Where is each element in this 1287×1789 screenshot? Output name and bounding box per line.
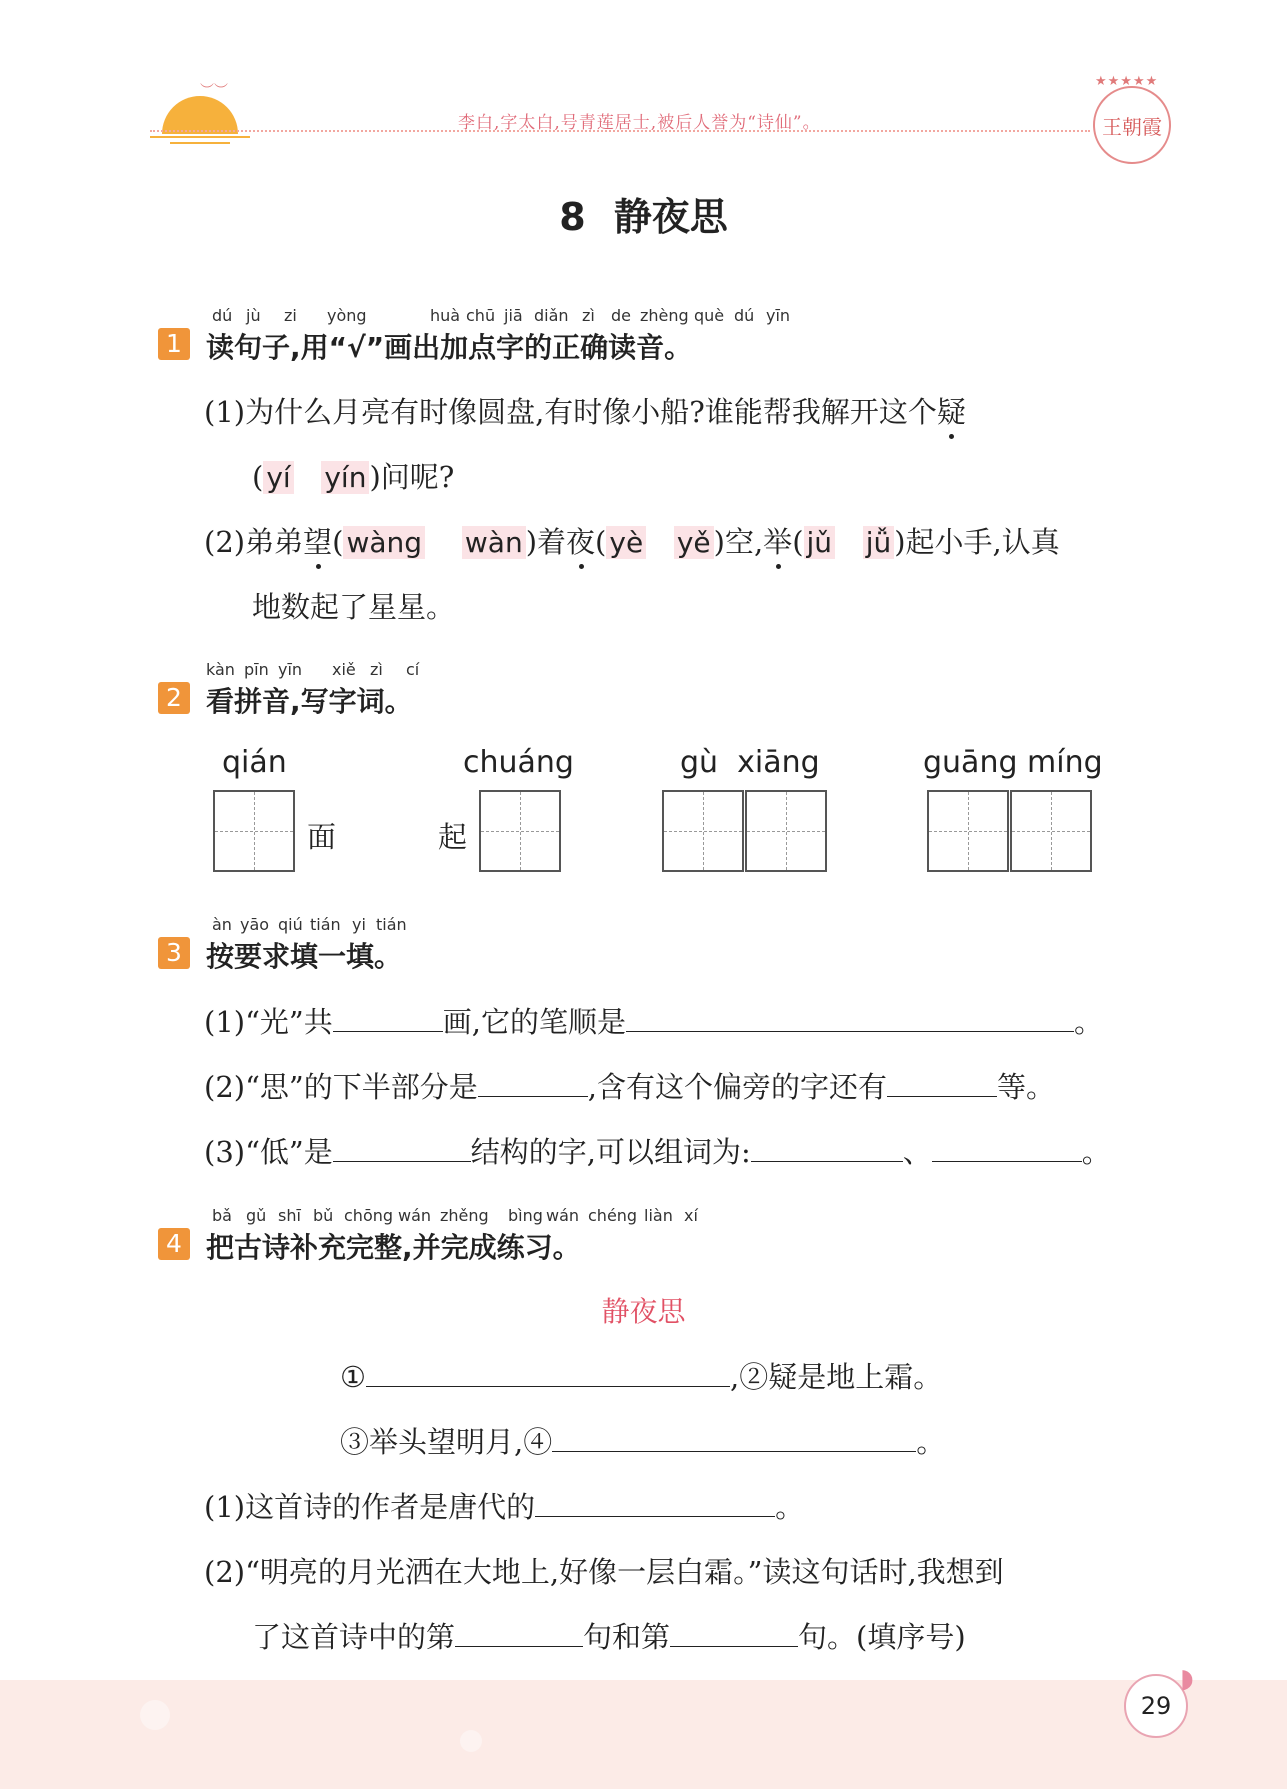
blank-structure[interactable] xyxy=(333,1135,471,1162)
text: 了这首诗中的第 xyxy=(252,1620,456,1654)
sun-line-decoration xyxy=(170,142,230,144)
option-wang[interactable]: wàng xyxy=(343,526,425,559)
brand-seal xyxy=(1093,86,1171,164)
pinyin: bǔ xyxy=(313,1206,334,1225)
q4-sub-2-cont xyxy=(252,1615,966,1656)
sun-decoration xyxy=(162,96,238,134)
question-4-number: 4 xyxy=(158,1228,190,1260)
text: 画,它的笔顺是 xyxy=(442,1005,626,1039)
blank-line-number-2[interactable] xyxy=(670,1620,798,1647)
q2-item-2-prefix: 起 xyxy=(438,820,468,854)
pinyin: zi xyxy=(284,306,297,325)
option-ye3[interactable]: yě xyxy=(674,526,714,559)
question-3-text: 按要求填一填。 xyxy=(206,940,403,973)
q2-item-1-pinyin: qián xyxy=(222,745,287,780)
text: )着 xyxy=(525,525,567,559)
dolphin-icon: ◗ xyxy=(1180,1664,1194,1694)
pinyin: yāo xyxy=(240,915,270,934)
footer-band xyxy=(0,1680,1287,1789)
pinyin: zhèng xyxy=(640,306,689,325)
bubble-decoration xyxy=(460,1730,482,1752)
paren: ( xyxy=(595,525,607,559)
pinyin: zì xyxy=(370,660,383,679)
pinyin: xí xyxy=(684,1206,698,1225)
pinyin: zhěng xyxy=(440,1206,489,1225)
q3-line-1 xyxy=(204,1000,1103,1041)
page-title xyxy=(0,186,1287,241)
text: 。 xyxy=(775,1490,805,1524)
q2-item-4-box-2[interactable] xyxy=(1010,790,1092,872)
pinyin: àn xyxy=(212,915,232,934)
option-yin[interactable]: yín xyxy=(321,461,369,494)
option-ju3-umlaut[interactable]: jǚ xyxy=(863,526,895,559)
pinyin: yīn xyxy=(278,660,303,679)
pinyin: shī xyxy=(278,1206,301,1225)
blank-poem-line-1[interactable] xyxy=(366,1360,730,1387)
pinyin: wán xyxy=(546,1206,580,1225)
text: 。 xyxy=(916,1425,946,1459)
q1-sentence-2-cont: 地数起了星星。 xyxy=(252,590,456,624)
blank-stroke-count[interactable] xyxy=(333,1005,443,1032)
pinyin: zì xyxy=(582,306,595,325)
q2-item-3-box-2[interactable] xyxy=(745,790,827,872)
q3-line-3 xyxy=(204,1130,1111,1171)
q1-sentence-1 xyxy=(204,390,966,431)
paren: ( xyxy=(332,525,344,559)
blank-word-2[interactable] xyxy=(932,1135,1082,1162)
text: (2)弟弟 xyxy=(204,525,304,559)
text: (1)这首诗的作者是唐代的 xyxy=(204,1490,536,1524)
pinyin: chōng xyxy=(344,1206,394,1225)
text: 等。 xyxy=(996,1070,1055,1104)
question-1-number: 1 xyxy=(158,328,190,360)
q4-sub-2: (2)“明亮的月光洒在大地上,好像一层白霜。”读这句话时,我想到 xyxy=(204,1555,1004,1589)
paren: ( xyxy=(792,525,804,559)
blank-radical-chars[interactable] xyxy=(887,1070,997,1097)
pinyin: bǎ xyxy=(212,1206,232,1225)
text: 句。(填序号) xyxy=(798,1620,966,1654)
blank-poem-line-4[interactable] xyxy=(552,1425,916,1452)
pinyin: yòng xyxy=(327,306,367,325)
q1-sentence-2 xyxy=(204,520,1060,561)
pinyin: tián xyxy=(376,915,407,934)
pinyin: jiā xyxy=(504,306,523,325)
pinyin: tián xyxy=(310,915,341,934)
blank-word-1[interactable] xyxy=(751,1135,903,1162)
q1-sentence-1-options xyxy=(252,455,454,496)
paren: ( xyxy=(252,460,264,494)
pinyin: dú xyxy=(734,306,755,325)
dotted-char: 夜 xyxy=(566,525,596,559)
option-yi[interactable]: yí xyxy=(263,461,293,494)
question-3-number: 3 xyxy=(158,937,190,969)
seal-text: 王朝霞 xyxy=(1102,114,1162,139)
q2-item-4-box-1[interactable] xyxy=(927,790,1009,872)
pinyin: diǎn xyxy=(534,306,569,325)
poem-title: 静夜思 xyxy=(601,1295,686,1328)
blank-author[interactable] xyxy=(535,1490,775,1517)
bird-icon: ︶︶ xyxy=(200,83,228,99)
q2-item-1-suffix: 面 xyxy=(307,820,337,854)
pinyin: què xyxy=(694,306,725,325)
pinyin: bìng xyxy=(508,1206,543,1225)
pinyin: kàn xyxy=(206,660,235,679)
dotted-char: 举 xyxy=(763,525,793,559)
pinyin: jù xyxy=(246,306,261,325)
header-tip: 李白,字太白,号青莲居士,被后人誉为“诗仙”。 xyxy=(458,113,821,133)
text: (1)为什么月亮有时像圆盘,有时像小船?谁能帮我解开这个 xyxy=(204,395,937,429)
text: 句和第 xyxy=(583,1620,671,1654)
pinyin: chū xyxy=(466,306,496,325)
poem-line-1 xyxy=(340,1355,942,1396)
q2-item-3-pinyin: gù xiāng xyxy=(680,745,820,780)
q2-item-2-pinyin: chuáng xyxy=(463,745,574,780)
sun-line-decoration xyxy=(150,136,250,138)
text: (1)“光”共 xyxy=(204,1005,333,1039)
blank-stroke-order[interactable] xyxy=(626,1005,1074,1032)
bubble-decoration xyxy=(140,1700,170,1730)
pinyin: huà xyxy=(430,306,461,325)
pinyin: de xyxy=(611,306,631,325)
pinyin: pīn xyxy=(244,660,269,679)
question-4-text: 把古诗补充完整,并完成练习。 xyxy=(206,1231,581,1264)
question-2-text: 看拼音,写字词。 xyxy=(206,685,413,718)
pinyin: gǔ xyxy=(246,1206,267,1225)
question-1-text: 读句子,用“√”画出加点字的正确读音。 xyxy=(206,331,693,364)
pinyin: yīn xyxy=(766,306,791,325)
blank-line-number-1[interactable] xyxy=(455,1620,583,1647)
q2-item-3-box-1[interactable] xyxy=(662,790,744,872)
pinyin: xiě xyxy=(332,660,356,679)
poem-line-2 xyxy=(340,1420,945,1461)
text: ① xyxy=(340,1360,366,1394)
text: 。 xyxy=(1081,1135,1111,1169)
pinyin: chéng xyxy=(588,1206,638,1225)
option-ju3[interactable]: jǔ xyxy=(804,526,836,559)
text: 。 xyxy=(1073,1005,1103,1039)
lesson-number: 8 xyxy=(559,195,586,239)
text: ③举头望明月,④ xyxy=(340,1425,553,1459)
text: )起小手,认真 xyxy=(894,525,1060,559)
pinyin: dú xyxy=(212,306,233,325)
text: ,②疑是地上霜。 xyxy=(730,1360,943,1394)
pinyin: wán xyxy=(398,1206,432,1225)
text: (2)“思”的下半部分是 xyxy=(204,1070,478,1104)
q2-item-2-box[interactable] xyxy=(479,790,561,872)
dotted-char: 疑 xyxy=(936,395,966,429)
text: ,含有这个偏旁的字还有 xyxy=(587,1070,887,1104)
text: 结构的字,可以组词为: xyxy=(470,1135,751,1169)
text: )问呢? xyxy=(369,460,455,494)
q2-item-1-box[interactable] xyxy=(213,790,295,872)
pinyin: liàn xyxy=(644,1206,673,1225)
lesson-title: 静夜思 xyxy=(613,195,728,239)
q4-sub-1 xyxy=(204,1485,804,1526)
pinyin: cí xyxy=(406,660,420,679)
pinyin: qiú xyxy=(278,915,303,934)
text: )空, xyxy=(713,525,764,559)
text: 、 xyxy=(902,1135,932,1169)
option-wan[interactable]: wàn xyxy=(462,526,526,559)
q2-item-4-pinyin: guāng míng xyxy=(923,745,1103,780)
page-number: 29 xyxy=(1124,1674,1188,1738)
seal-stars: ★★★★★ xyxy=(1095,74,1159,89)
text: (3)“低”是 xyxy=(204,1135,333,1169)
dotted-char: 望 xyxy=(303,525,333,559)
q3-line-2 xyxy=(204,1065,1055,1106)
blank-radical[interactable] xyxy=(478,1070,588,1097)
option-ye4[interactable]: yè xyxy=(606,526,646,559)
question-2-number: 2 xyxy=(158,682,190,714)
pinyin: yi xyxy=(352,915,366,934)
